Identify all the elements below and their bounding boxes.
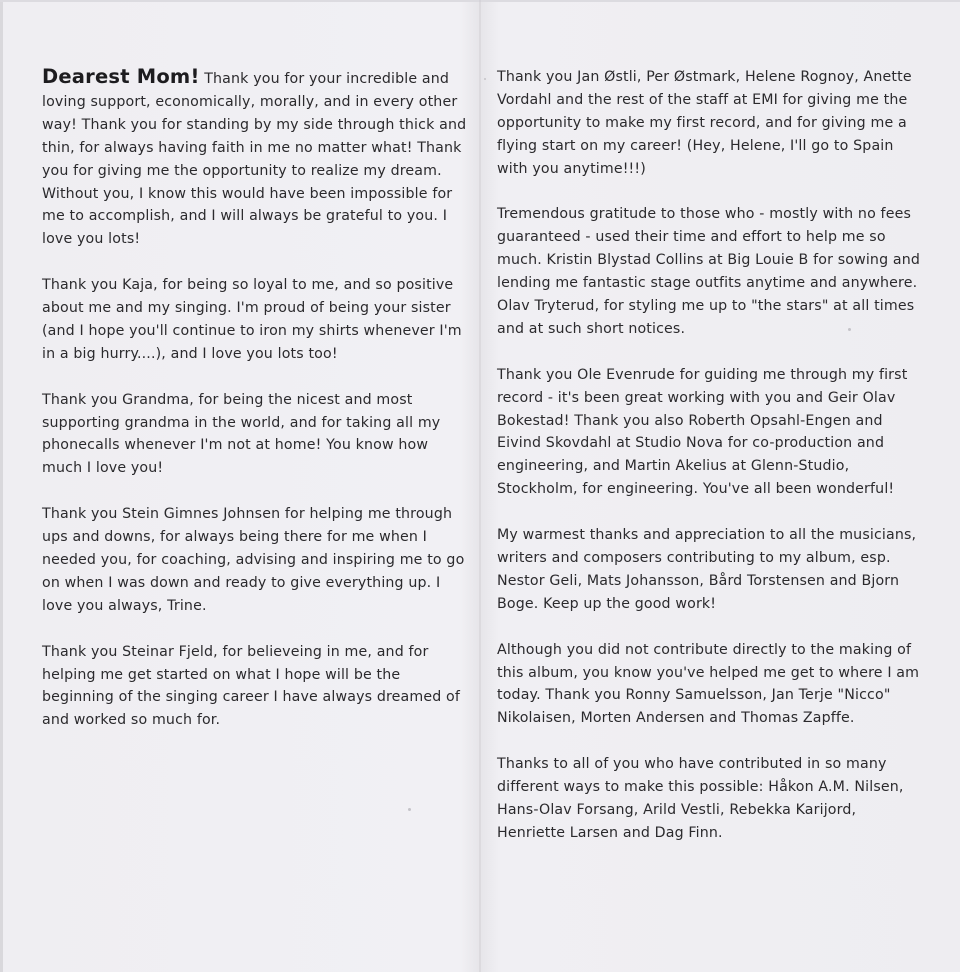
paper-speck xyxy=(408,808,411,811)
paragraph-thanks-all: Thanks to all of you who have contributed in so many different ways to make this possible: Håkon A.M. Nilsen, Hans-Olav Forsang, Arild Vestli, Rebekka Karijord, Henriette Larsen and Dag Finn. xyxy=(497,756,904,841)
right-column xyxy=(497,66,927,868)
paragraph-steinar: Thank you Steinar Fjeld, for believeing in me, and for helping me get started on what I hope will be the beginning of the singing career I have always dreamed of and worked so much for. xyxy=(42,643,461,729)
paragraph-gratitude: Tremendous gratitude to those who - mostly with no fees guaranteed - used their time and effort to help me so much. Kristin Blystad Collins at Big Louie B for sowing and lending me fantastic stage outfits anytime and anywhere. Olav Tryterud, for styling me up to "the stars" at all times and at such short notices. xyxy=(497,206,921,337)
left-column xyxy=(42,66,470,755)
paragraph-musicians: My warmest thanks and appreciation to all the musicians, writers and composers contributing to my album, esp. Nestor Geli, Mats Johansson, Bård Torstensen and Bjorn Boge. Keep up the good work! xyxy=(497,527,917,612)
paragraph-indirect: Although you did not contribute directly to the making of this album, you know you've helped me get to where I am today. Thank you Ronny Samuelsson, Jan Terje "Nicco" Nikolaisen, Morten Andersen and Thomas Zapffe. xyxy=(497,641,920,727)
center-fold xyxy=(479,0,481,972)
greeting-heading: Dearest Mom! xyxy=(42,65,200,88)
paragraph-kaja: Thank you Kaja, for being so loyal to me, and so positive about me and my singing. I'm proud of being your sister (and I hope you'll continue to iron my shirts whenever I'm in a big hurry....), and I love you lots too! xyxy=(42,277,462,362)
paragraph-stein: Thank you Stein Gimnes Johnsen for helping me through ups and downs, for always being there for me when I needed you, for coaching, advising and inspiring me to go on when I was down and ready to give everything up. I love you always, Trine. xyxy=(42,506,465,614)
paragraph-emi: Thank you Jan Østli, Per Østmark, Helene Rognoy, Anette Vordahl and the rest of the staff at EMI for giving me the opportunity to make my first record, and for giving me a flying start on my career! (Hey, Helene, I'll go to Spain with you anytime!!!) xyxy=(497,69,912,177)
paragraph-production: Thank you Ole Evenrude for guiding me through my first record - it's been great working with you and Geir Olav Bokestad! Thank you also Roberth Opsahl-Engen and Eivind Skovdahl at Studio Nova for co-production and engineering, and Martin Akelius at Glenn-Studio, Stockholm, for engineering. You've all been wonderful! xyxy=(497,366,908,498)
paragraph-mom xyxy=(42,66,470,251)
paper-speck xyxy=(484,78,486,80)
paragraph-mom-text: Thank you for your incredible and loving support, economically, morally, and in every other way! Thank you for standing by my side through thick and thin, for always having faith in me no matter what! Thank you for giving me the opportunity to realize my dream. Without you, I know this would have been impossible for me to accomplish, and I will always be grateful to you. I love you lots! xyxy=(42,71,467,248)
paragraph-grandma: Thank you Grandma, for being the nicest and most supporting grandma in the world, and for taking all my phonecalls whenever I'm not at home! You know how much I love you! xyxy=(42,391,441,477)
page-edge-left xyxy=(0,0,3,972)
paper-speck xyxy=(848,328,851,331)
